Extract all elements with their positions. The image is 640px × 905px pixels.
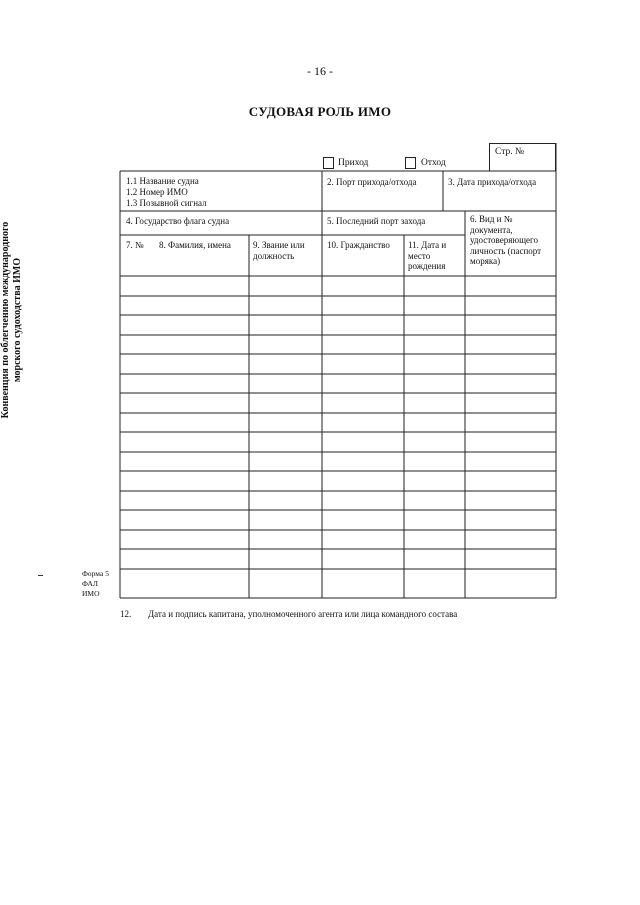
form-label-line: ФАЛ — [82, 579, 98, 588]
convention-sidebar — [0, 200, 36, 440]
signature-number: 12. — [120, 609, 132, 619]
signature-text: Дата и подпись капитана, уполномоченного агента или лица командного состава — [148, 609, 458, 619]
column-rank: 9. Звание или должность — [253, 240, 305, 261]
field-identity-document: 6. Вид и № документа, удостоверяющего личность (паспорт моряка) — [470, 214, 542, 266]
field-imo-number: 1.2 Номер ИМО — [126, 187, 188, 197]
field-ship-name: 1.1 Название судна — [126, 176, 199, 186]
column-nationality: 10. Гражданство — [327, 240, 390, 250]
margin-mark — [38, 575, 43, 576]
field-call-sign: 1.3 Позывной сигнал — [126, 198, 207, 208]
departure-label: Отход — [421, 158, 446, 168]
form-label-line: ИМО — [82, 589, 100, 598]
column-name: 8. Фамилия, имена — [159, 240, 231, 250]
document-title: СУДОВАЯ РОЛЬ ИМО — [248, 104, 392, 119]
convention-text: Конвенция по облегчению международного морского судоходства ИМО — [0, 221, 23, 419]
column-birth: 11. Дата и место рождения — [408, 240, 447, 271]
page-number: - 16 - — [307, 64, 333, 78]
field-date-arrival-departure: 3. Дата прихода/отхода — [448, 177, 537, 187]
form-label — [82, 569, 109, 599]
form-label-line: Форма 5 — [82, 569, 109, 578]
field-port-arrival-departure: 2. Порт прихода/отхода — [327, 177, 417, 187]
field-flag-state: 4. Государство флага судна — [126, 216, 230, 226]
arrival-label: Приход — [338, 158, 369, 168]
column-number: 7. № — [126, 240, 144, 250]
page-number-box-label: Стр. № — [495, 147, 525, 157]
field-last-port: 5. Последний порт захода — [327, 216, 426, 226]
